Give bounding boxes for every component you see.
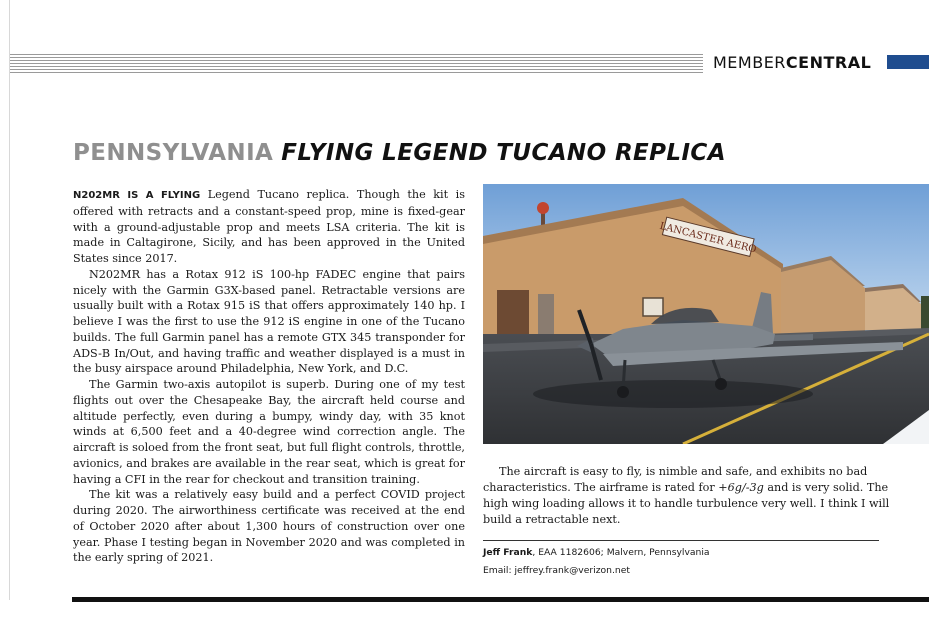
author-byline (483, 547, 710, 558)
nose-gear-strut (623, 360, 625, 390)
author-name: Jeff Frank (483, 547, 533, 558)
aircraft-photo (483, 184, 929, 444)
main-gear-wheel (715, 378, 727, 390)
section-label (713, 53, 871, 72)
bottom-rule (72, 597, 929, 602)
paragraph-5-text: The aircraft is easy to fly, is nimble and safe, and exhibits no bad characteristics. The airframe is rated for (483, 465, 868, 494)
g-rating: +6g/-3g (718, 480, 764, 494)
title-state: PENNSYLVANIA (73, 140, 274, 166)
nose-gear-wheel (617, 386, 629, 398)
section-label-regular: MEMBER (713, 53, 786, 72)
section-tab (887, 55, 929, 69)
paragraph-1-text: Legend Tucano replica. Though the kit is offered with retracts and a constant-speed prop, mine is fixed-gear with a ground-adjustable prop and meets LSA criteria. The kit is made in Caltagirone, Sicily, and has been approved in the United States since 2017. (73, 188, 465, 265)
article-title (73, 140, 726, 166)
paragraph-1 (73, 187, 465, 267)
paragraph-4: The kit was a relatively easy build and a perfect COVID project during 2020. The airworthiness certificate was received at the end of October 2020 after about 1,300 hours of construction over one year. Phase I testing began in November 2020 and was completed in the early spring of 2021. (73, 488, 465, 565)
hangar-sign-text: LANCASTER AERO (658, 220, 758, 256)
paragraph-2: N202MR has a Rotax 912 iS 100-hp FADEC engine that pairs nicely with the Garmin G3X-based panel. Retractable versions are usually built with a Rotax 915 iS that offers approximately 140 hp. I believe I was the first to use the 912 iS engine in one of the Tucano builds. The full Garmin panel has a remote GTX 345 transponder for ADS-B In/Out, and having traffic and weather displayed is a must in the busy airspace around Philadelphia, New York, and D.C. (73, 267, 465, 376)
paragraph-5-rest: and is very solid. The high wing loading allows it to handle turbulence very well. I think I will build a retractable next. (483, 480, 890, 526)
header-rule-lines (10, 54, 703, 73)
article-body-right (483, 464, 913, 528)
article-body-left (73, 187, 465, 566)
lead-in: N202MR IS A FLYING (73, 190, 201, 201)
author-details: , EAA 1182606; Malvern, Pennsylvania (532, 547, 710, 558)
aircraft-shadow (533, 380, 813, 408)
author-divider (483, 540, 879, 541)
paragraph-5 (483, 464, 913, 528)
paragraph-3: The Garmin two-axis autopilot is superb. During one of my test flights out over the Chesapeake Bay, the aircraft held course and altitude perfectly, even during a bumpy, windy day, with 35 knot winds at 6,500 feet and a 40-degree wind correction angle. The aircraft is soloed from the front seat, but full flight controls, throttle, avionics, and brakes are available in the rear seat, which is great for having a CFI in the rear for checkout and transition training. (73, 378, 465, 486)
distant-trees (921, 296, 929, 332)
title-subject: FLYING LEGEND TUCANO REPLICA (281, 140, 726, 166)
section-label-bold: CENTRAL (785, 53, 872, 72)
page-margin-rule (9, 0, 10, 600)
beacon-light (537, 202, 549, 214)
hangar-window (643, 298, 663, 316)
author-email: Email: jeffrey.frank@verizon.net (483, 565, 630, 576)
